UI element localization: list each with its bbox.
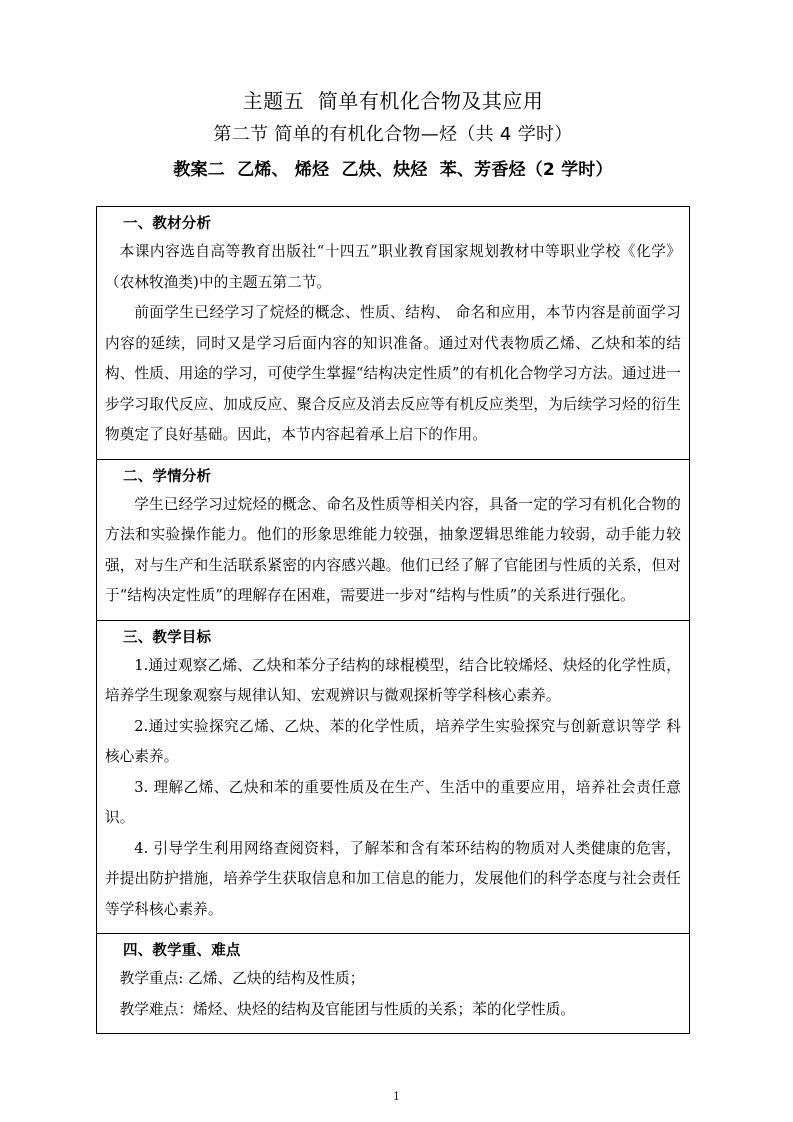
page-title-main: 主题五 简单有机化合物及其应用 (242, 89, 544, 113)
section-3-paragraph-2: 2.通过实验探究乙烯、乙炔、苯的化学性质，培养学生实验探究与创新意识等学 科核心素养。 (105, 717, 681, 765)
page-title-case: 教案二 乙烯、 烯烃 乙炔、炔烃 苯、芳香烃（2 学时） (173, 160, 613, 180)
section-1-paragraph-1: 本课内容选自高等教育出版社“十四五”职业教育国家规划教材中等职业学校《化学》（农林牧渔类)中的主题五第二节。 (105, 243, 681, 291)
section-heading-1: 一、教材分析 (123, 216, 212, 232)
section-4-paragraph-2: 教学难点：烯烃、炔烃的结构及官能团与性质的关系；苯的化学性质。 (119, 1000, 576, 1018)
section-1-paragraph-2: 前面学生已经学习了烷烃的概念、性质、结构、 命名和应用，本节内容是前面学习内容的延续，同时又是学习后面内容的知识准备。通过对代表物质乙烯、乙炔和苯的结构、性质、用途的学习，可使学生掌握“结构决定性质”的有机化合物学习方法。通过进一步学习取代反应、加成反应、聚合反应及消去反应等有机反应类型，为后续学习烃的衍生物奠定了良好基础。因此，本节内容起着承上启下的作用。 (105, 304, 681, 443)
page-title-sub: 第二节 简单的有机化合物—烃（共 4 学时） (213, 124, 573, 145)
title-block (96, 84, 690, 186)
section-heading-4: 四、教学重、难点 (123, 943, 241, 959)
section-heading-2: 二、学情分析 (123, 468, 212, 485)
section-3-paragraph-3: 3. 理解乙烯、乙炔和苯的重要性质及在生产、生活中的重要应用，培养社会责任意识。 (105, 778, 681, 826)
section-3-paragraph-4: 4. 引导学生利用网络查阅资料，了解苯和含有苯环结构的物质对人类健康的危害，并提出防护措施，培养学生获取信息和加工信息的能力，发展他们的科学态度与社会责任等学科核心素养。 (105, 839, 681, 918)
table-row-teaching-material-analysis (97, 207, 689, 460)
table-row-key-difficult-points (97, 934, 689, 1033)
section-heading-3: 三、教学目标 (123, 629, 212, 646)
table-row-student-analysis (97, 460, 689, 621)
section-2-paragraph-1: 学生已经学习过烷烃的概念、命名及性质等相关内容，具备一定的学习有机化合物的方法和实验操作能力。他们的形象思维能力较强，抽象逻辑思维能力较弱，动手能力较强，对与生产和生活联系紧密的内容感兴趣。他们已经了解了官能团与性质的关系，但对于“结构决定性质”的理解存在困难，需要进一步对“结构与性质”的关系进行强化。 (105, 495, 681, 604)
section-4-paragraph-1: 教学重点: 乙烯、乙炔的结构及性质； (119, 970, 365, 987)
table-row-teaching-objectives (97, 621, 689, 935)
lesson-plan-table (96, 206, 690, 1034)
section-3-paragraph-1: 1.通过观察乙烯、乙炔和苯分子结构的球棍模型，结合比较烯烃、炔烃的化学性质，培养学生现象观察与规律认知、宏观辨识与微观探析等学科核心素养。 (105, 656, 681, 704)
page-number: 1 (393, 1090, 400, 1103)
